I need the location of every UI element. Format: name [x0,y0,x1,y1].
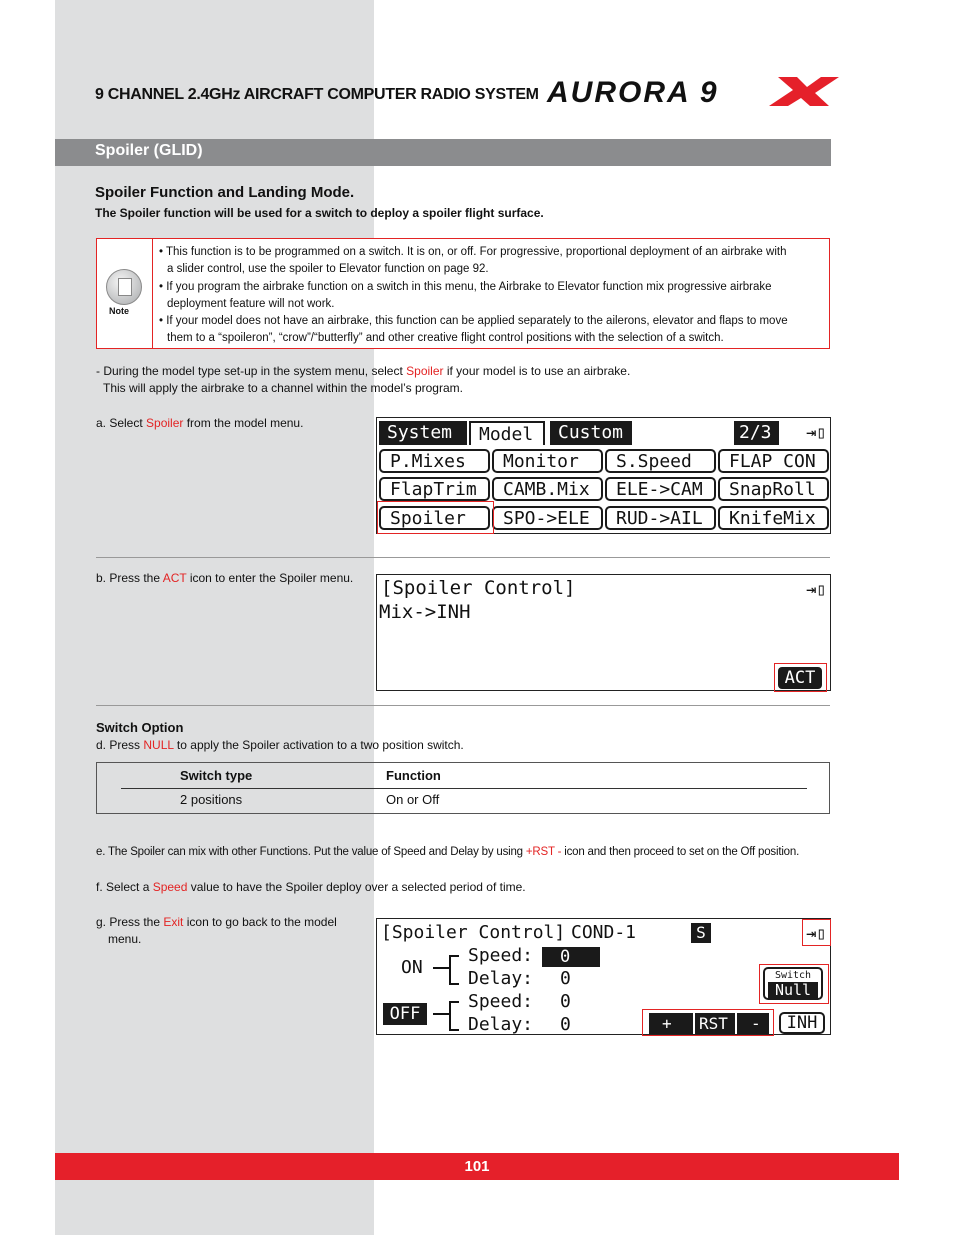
off-delay-label: Delay: [468,1014,534,1035]
table-header: Switch type [180,768,253,783]
off-speed-value[interactable]: 0 [560,991,571,1012]
svg-text:AURORA 9: AURORA 9 [547,76,719,109]
screen-title: [Spoiler Control] [381,577,576,599]
note-line: deployment feature will not work. [167,297,335,310]
switch-label: Switch [774,970,812,981]
act-highlight [774,663,827,692]
exit-icon[interactable]: ⇥▯ [806,924,827,944]
note-divider [152,239,153,348]
screen-title: [Spoiler Control] [381,922,566,943]
off-speed-label: Speed: [468,991,534,1012]
on-label: ON [401,957,423,978]
table-cell: On or Off [386,792,440,807]
table-rule [121,788,807,789]
menu-knifemix-button[interactable]: KnifeMix [718,506,829,530]
bracket [449,955,459,985]
note-line: • If you program the airbrake function on a switch in this menu, the Airbrake to Elevator function mix progressive airbrake [159,280,772,293]
menu-cambmix-button[interactable]: CAMB.Mix [492,477,603,501]
condition-label: COND-1 [571,922,637,943]
menu-snaproll-button[interactable]: SnapRoll [718,477,829,501]
menu-monitor-button[interactable]: Monitor [492,449,603,473]
table-header: Function [386,768,441,783]
rst-button[interactable]: RST [699,1014,728,1033]
model-menu-screen [376,417,831,534]
divider [96,705,830,706]
note-icon [106,269,142,305]
note-line: • If your model does not have an airbrake, this function can be applied separately to the ailerons, elevator and flaps to move [159,315,788,328]
sub-description: The Spoiler function will be used for a switch to deploy a spoiler flight surface. [95,206,544,220]
minus-button[interactable]: - [751,1014,761,1033]
off-label: OFF [383,1003,427,1025]
exit-icon[interactable]: ⇥▯ [806,423,827,443]
on-delay-value[interactable]: 0 [560,968,571,989]
note-line: them to a “spoileron”, “crow”/“butterfly” and other creative flight control positions with the selection of a switch. [167,332,724,345]
bracket-line [433,967,449,969]
on-speed-value[interactable]: 0 [542,947,600,967]
s-badge: S [691,923,711,943]
note-text [159,244,819,348]
switch-table [96,762,830,814]
step-f: f. Select a Speed value to have the Spoiler deploy over a selected period of time. [96,880,526,894]
sub-heading: Spoiler Function and Landing Mode. [95,184,355,201]
act-button[interactable]: ACT [778,667,822,689]
note-line: • This function is to be programmed on a switch. It is on, or off. For progressive, proportional deployment of an airbrake with [159,246,787,258]
setup-instruction: - During the model type set-up in the system menu, select Spoiler if your model is to use an airbrake. This will apply the airbrake to a channel within the model’s program. [96,364,631,395]
section-title: Spoiler (GLID) [95,142,203,159]
table-cell: 2 positions [180,792,243,807]
tab-custom[interactable]: Custom [550,421,632,445]
off-delay-value[interactable]: 0 [560,1014,571,1035]
exit-highlight [802,919,831,946]
on-speed-label: Speed: [468,945,534,966]
tab-model[interactable]: Model [469,421,545,445]
bracket-line [433,1013,449,1015]
step-d: d. Press NULL to apply the Spoiler activation to a two position switch. [96,738,464,752]
menu-spoiler-button[interactable]: Spoiler [379,506,490,530]
page-indicator: 2/3 [734,421,779,445]
switch-highlight [759,964,829,1004]
inh-button[interactable]: INH [779,1012,825,1034]
switch-value: Null [768,982,818,998]
switch-option-heading: Switch Option [96,720,184,735]
note-label: Note [109,306,129,316]
step-e: e. The Spoiler can mix with other Functions. Put the value of Speed and Delay by using +RST - icon and then proceed to set on the Off position. [96,846,800,858]
spoiler-highlight [377,501,494,534]
tab-system[interactable]: System [379,421,467,445]
menu-flaptrim-button[interactable]: FlapTrim [379,477,490,501]
menu-rudail-button[interactable]: RUD->AIL [605,506,716,530]
menu-pmixes-button[interactable]: P.Mixes [379,449,490,473]
bracket [449,1001,459,1031]
aurora-9x-logo [545,73,840,109]
spoiler-control-screen [376,574,831,691]
menu-elecam-button[interactable]: ELE->CAM [605,477,716,501]
step-b: b. Press the ACT icon to enter the Spoiler menu. [96,571,354,585]
spoiler-cond-screen [376,918,831,1035]
menu-sspeed-button[interactable]: S.Speed [605,449,716,473]
step-g: g. Press the Exit icon to go back to the model menu. [96,915,337,946]
exit-icon[interactable]: ⇥▯ [806,580,827,600]
note-line: a slider control, use the spoiler to Elevator function on page 92. [167,263,489,276]
menu-spoele-button[interactable]: SPO->ELE [492,506,603,530]
plus-button[interactable]: + [662,1014,672,1033]
menu-flapcon-button[interactable]: FLAP CON [718,449,829,473]
mix-status: Mix->INH [379,601,471,623]
on-delay-label: Delay: [468,968,534,989]
note-box [96,238,830,349]
divider [96,557,830,558]
adjust-highlight [642,1009,774,1036]
header-title: 9 CHANNEL 2.4GHz AIRCRAFT COMPUTER RADIO SYSTEM [95,86,539,103]
step-a: a. Select Spoiler from the model menu. [96,416,304,430]
page-number: 101 [464,1158,490,1175]
